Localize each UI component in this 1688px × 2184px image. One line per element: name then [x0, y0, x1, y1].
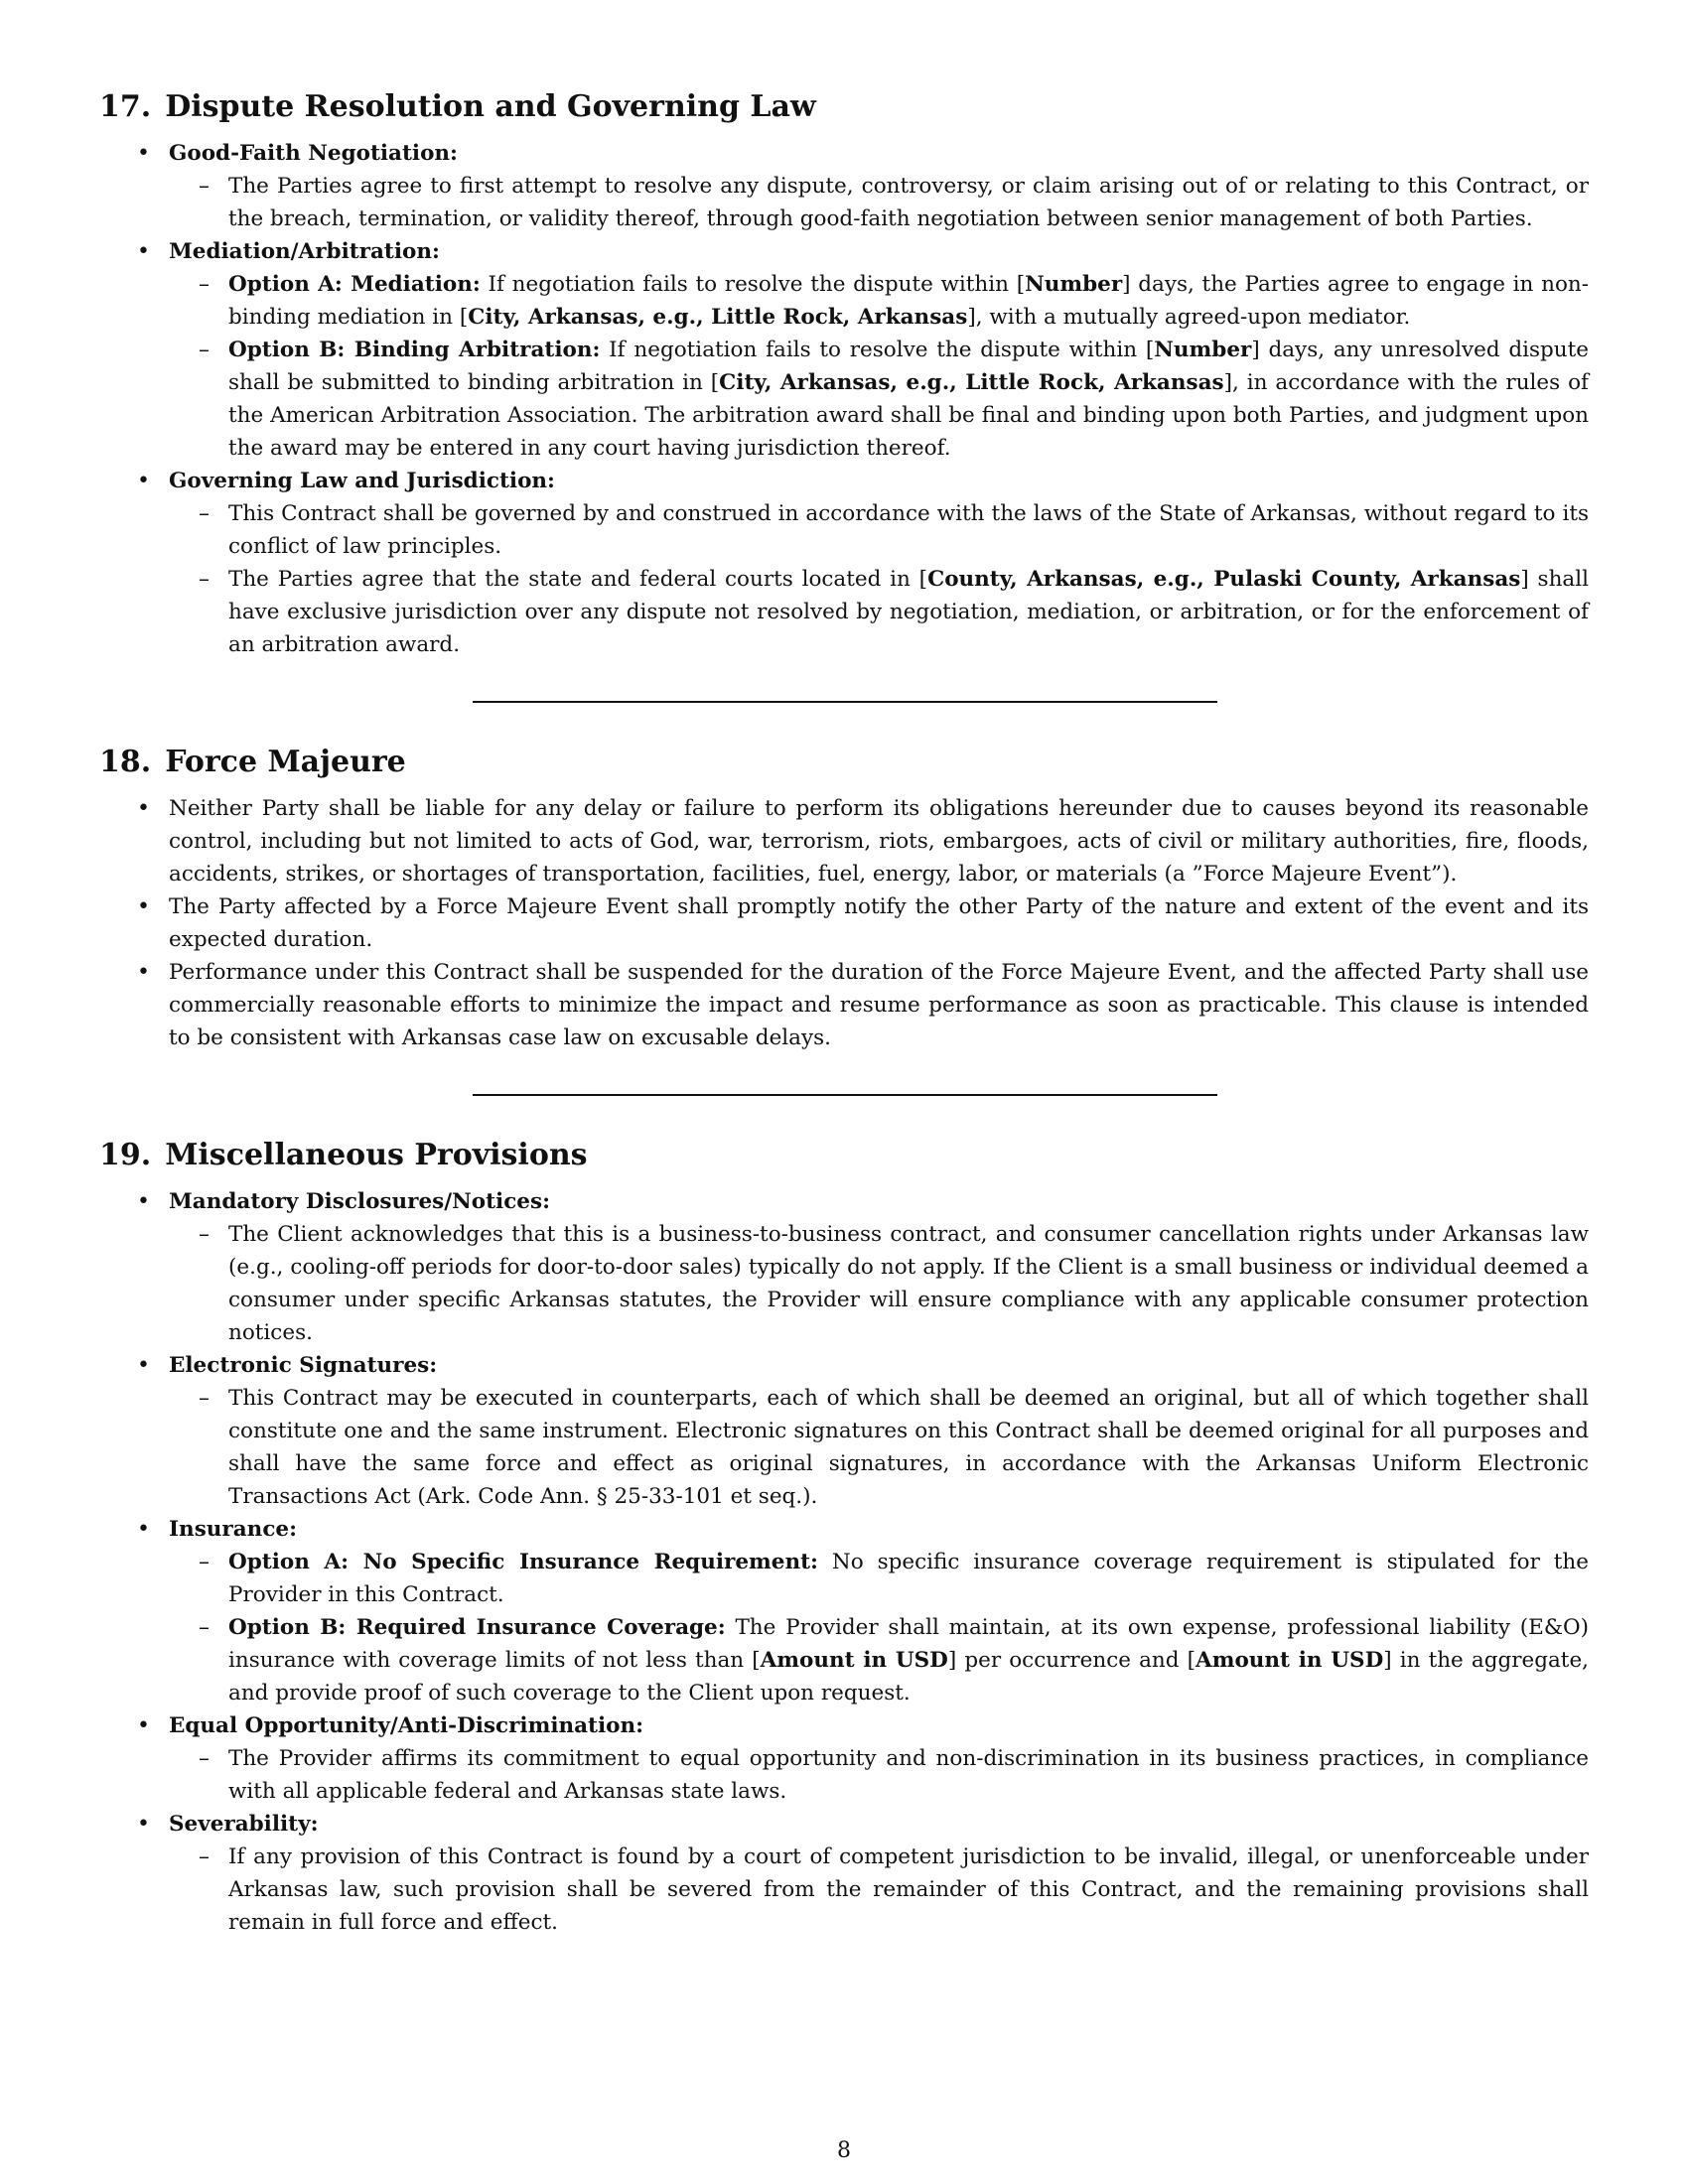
section-19 [99, 1136, 1589, 1939]
section-number: 19. [99, 1138, 152, 1172]
list-item [99, 465, 1589, 661]
sub-item [169, 1546, 1589, 1611]
section-divider [473, 701, 1217, 703]
page-number: 8 [837, 2138, 851, 2163]
sub-item [169, 1611, 1589, 1709]
option-lead: Option A: Mediation: [228, 272, 481, 297]
document-page [99, 87, 1589, 1939]
section-title: Miscellaneous Provisions [165, 1138, 588, 1172]
item-heading: • Equal Opportunity/Anti-Discrimination: [169, 1713, 644, 1738]
text: ] per occurrence and [ [947, 1648, 1196, 1673]
section-divider [473, 1094, 1217, 1096]
sub-list [169, 1546, 1589, 1709]
placeholder-text: Number [1154, 338, 1252, 362]
section-title: Force Majeure [165, 745, 406, 779]
sub-item: – The Parties agree to first attempt to resolve any dispute, controversy, or claim arising out of or relating to this Contract, or the breach, termination, or validity thereof, through good-faith negotiation between senior management of both Parties. [169, 170, 1589, 235]
list-item [99, 137, 1589, 235]
sub-list [169, 268, 1589, 465]
sub-item [169, 563, 1589, 661]
sub-item: – The Provider affirms its commitment to equal opportunity and non-discrimination in its business practices, in compliance with all applicable federal and Arkansas state laws. [169, 1742, 1589, 1808]
sub-list [169, 497, 1589, 661]
text: ] days, the Parties agree to engage in non-binding mediation in [ [228, 272, 1590, 330]
list-item [99, 1185, 1589, 1349]
text: If negotiation fails to resolve the dispute within [ [480, 272, 1026, 297]
sub-list [169, 1382, 1589, 1513]
sub-item: – If any provision of this Contract is found by a court of competent jurisdiction to be invalid, illegal, or unenforceable under Arkansas law, such provision shall be severed from the remainder of this Contract, and the remaining provisions shall remain in full force and effect. [169, 1841, 1589, 1939]
item-heading: • Mediation/Arbitration: [169, 239, 440, 264]
item-heading: • Governing Law and Jurisdiction: [169, 469, 555, 493]
section-17 [99, 87, 1589, 661]
text: The Provider shall maintain, at its own expense, professional liability (E&O) insurance with coverage limits of not less than [ [228, 1615, 1589, 1673]
section-18 [99, 743, 1589, 1054]
item-heading: • Mandatory Disclosures/Notices: [169, 1189, 551, 1214]
section-title: Dispute Resolution and Governing Law [165, 89, 816, 124]
placeholder-text: Amount in USD [760, 1648, 948, 1673]
placeholder-text: Amount in USD [1196, 1648, 1384, 1673]
item-heading: • Good-Faith Negotiation: [169, 141, 458, 166]
placeholder-text: Number [1025, 272, 1123, 297]
text: ] in the aggregate, and provide proof of such coverage to the Client upon request. [228, 1648, 1590, 1706]
item-heading: • Insurance: [169, 1517, 298, 1542]
section-number: 18. [99, 745, 152, 779]
list-item [99, 235, 1589, 465]
bullet-list [99, 137, 1589, 661]
section-heading [99, 743, 1589, 782]
sub-list [169, 1742, 1589, 1808]
list-item [99, 1513, 1589, 1709]
sub-list [169, 170, 1589, 235]
list-item [99, 1709, 1589, 1808]
placeholder-text: City, Arkansas, e.g., Little Rock, Arkansas [719, 370, 1224, 395]
option-lead: Option B: Required Insurance Coverage: [228, 1615, 726, 1640]
section-heading [99, 87, 1589, 127]
list-item: • The Party affected by a Force Majeure Event shall promptly notify the other Party of the nature and extent of the event and its expected duration. [99, 890, 1589, 956]
placeholder-text: City, Arkansas, e.g., Little Rock, Arkansas [468, 305, 968, 330]
sub-item [169, 334, 1589, 465]
item-heading: • Electronic Signatures: [169, 1353, 438, 1378]
list-item [99, 1808, 1589, 1939]
sub-item: – The Client acknowledges that this is a business-to-business contract, and consumer cancellation rights under Arkansas law (e.g., cooling-off periods for door-to-door sales) typically do not apply. If the Client is a small business or individual deemed a consumer under specific Arkansas statutes, the Provider will ensure compliance with any applicable consumer protection notices. [169, 1218, 1589, 1349]
list-item: • Performance under this Contract shall be suspended for the duration of the Force Majeure Event, and the affected Party shall use commercially reasonable efforts to minimize the impact and resume performance as soon as practicable. This clause is intended to be consistent with Arkansas case law on excusable delays. [99, 956, 1589, 1054]
text: The Parties agree that the state and federal courts located in [ [228, 567, 928, 592]
text: ] days, any unresolved dispute shall be submitted to binding arbitration in [ [228, 338, 1589, 395]
text: ] shall have exclusive jurisdiction over any dispute not resolved by negotiation, mediation, or arbitration, or for the enforcement of an arbitration award. [228, 567, 1589, 657]
list-item: • Neither Party shall be liable for any delay or failure to perform its obligations hereunder due to causes beyond its reasonable control, including but not limited to acts of God, war, terrorism, riots, embargoes, acts of civil or military authorities, fire, floods, accidents, strikes, or shortages of transportation, facilities, fuel, energy, labor, or materials (a ”Force Majeure Event”). [99, 792, 1589, 890]
bullet-list [99, 1185, 1589, 1939]
section-number: 17. [99, 89, 152, 124]
text: ], with a mutually agreed-upon mediator. [967, 305, 1411, 330]
bullet-list [99, 792, 1589, 1054]
sub-item: – This Contract may be executed in counterparts, each of which shall be deemed an original, but all of which together shall constitute one and the same instrument. Electronic signatures on this Contract shall be deemed original for all purposes and shall have the same force and effect as original signatures, in accordance with the Arkansas Uniform Electronic Transactions Act (Ark. Code Ann. § 25-33-101 et seq.). [169, 1382, 1589, 1513]
sub-item: – This Contract shall be governed by and construed in accordance with the laws of the State of Arkansas, without regard to its conflict of law principles. [169, 497, 1589, 563]
sub-list [169, 1218, 1589, 1349]
sub-item [169, 268, 1589, 334]
section-heading [99, 1136, 1589, 1175]
sub-list [169, 1841, 1589, 1939]
text: No specific insurance coverage requirement is stipulated for the Provider in this Contract. [228, 1550, 1589, 1607]
item-heading: • Severability: [169, 1812, 319, 1837]
placeholder-text: County, Arkansas, e.g., Pulaski County, Arkansas [927, 567, 1521, 592]
text: ], in accordance with the rules of the American Arbitration Association. The arbitration award shall be final and binding upon both Parties, and judgment upon the award may be entered in any court having jurisdiction thereof. [228, 370, 1589, 461]
text: If negotiation fails to resolve the dispute within [ [600, 338, 1155, 362]
option-lead: Option B: Binding Arbitration: [228, 338, 601, 362]
option-lead: Option A: No Specific Insurance Requirement: [228, 1550, 818, 1574]
list-item [99, 1349, 1589, 1513]
